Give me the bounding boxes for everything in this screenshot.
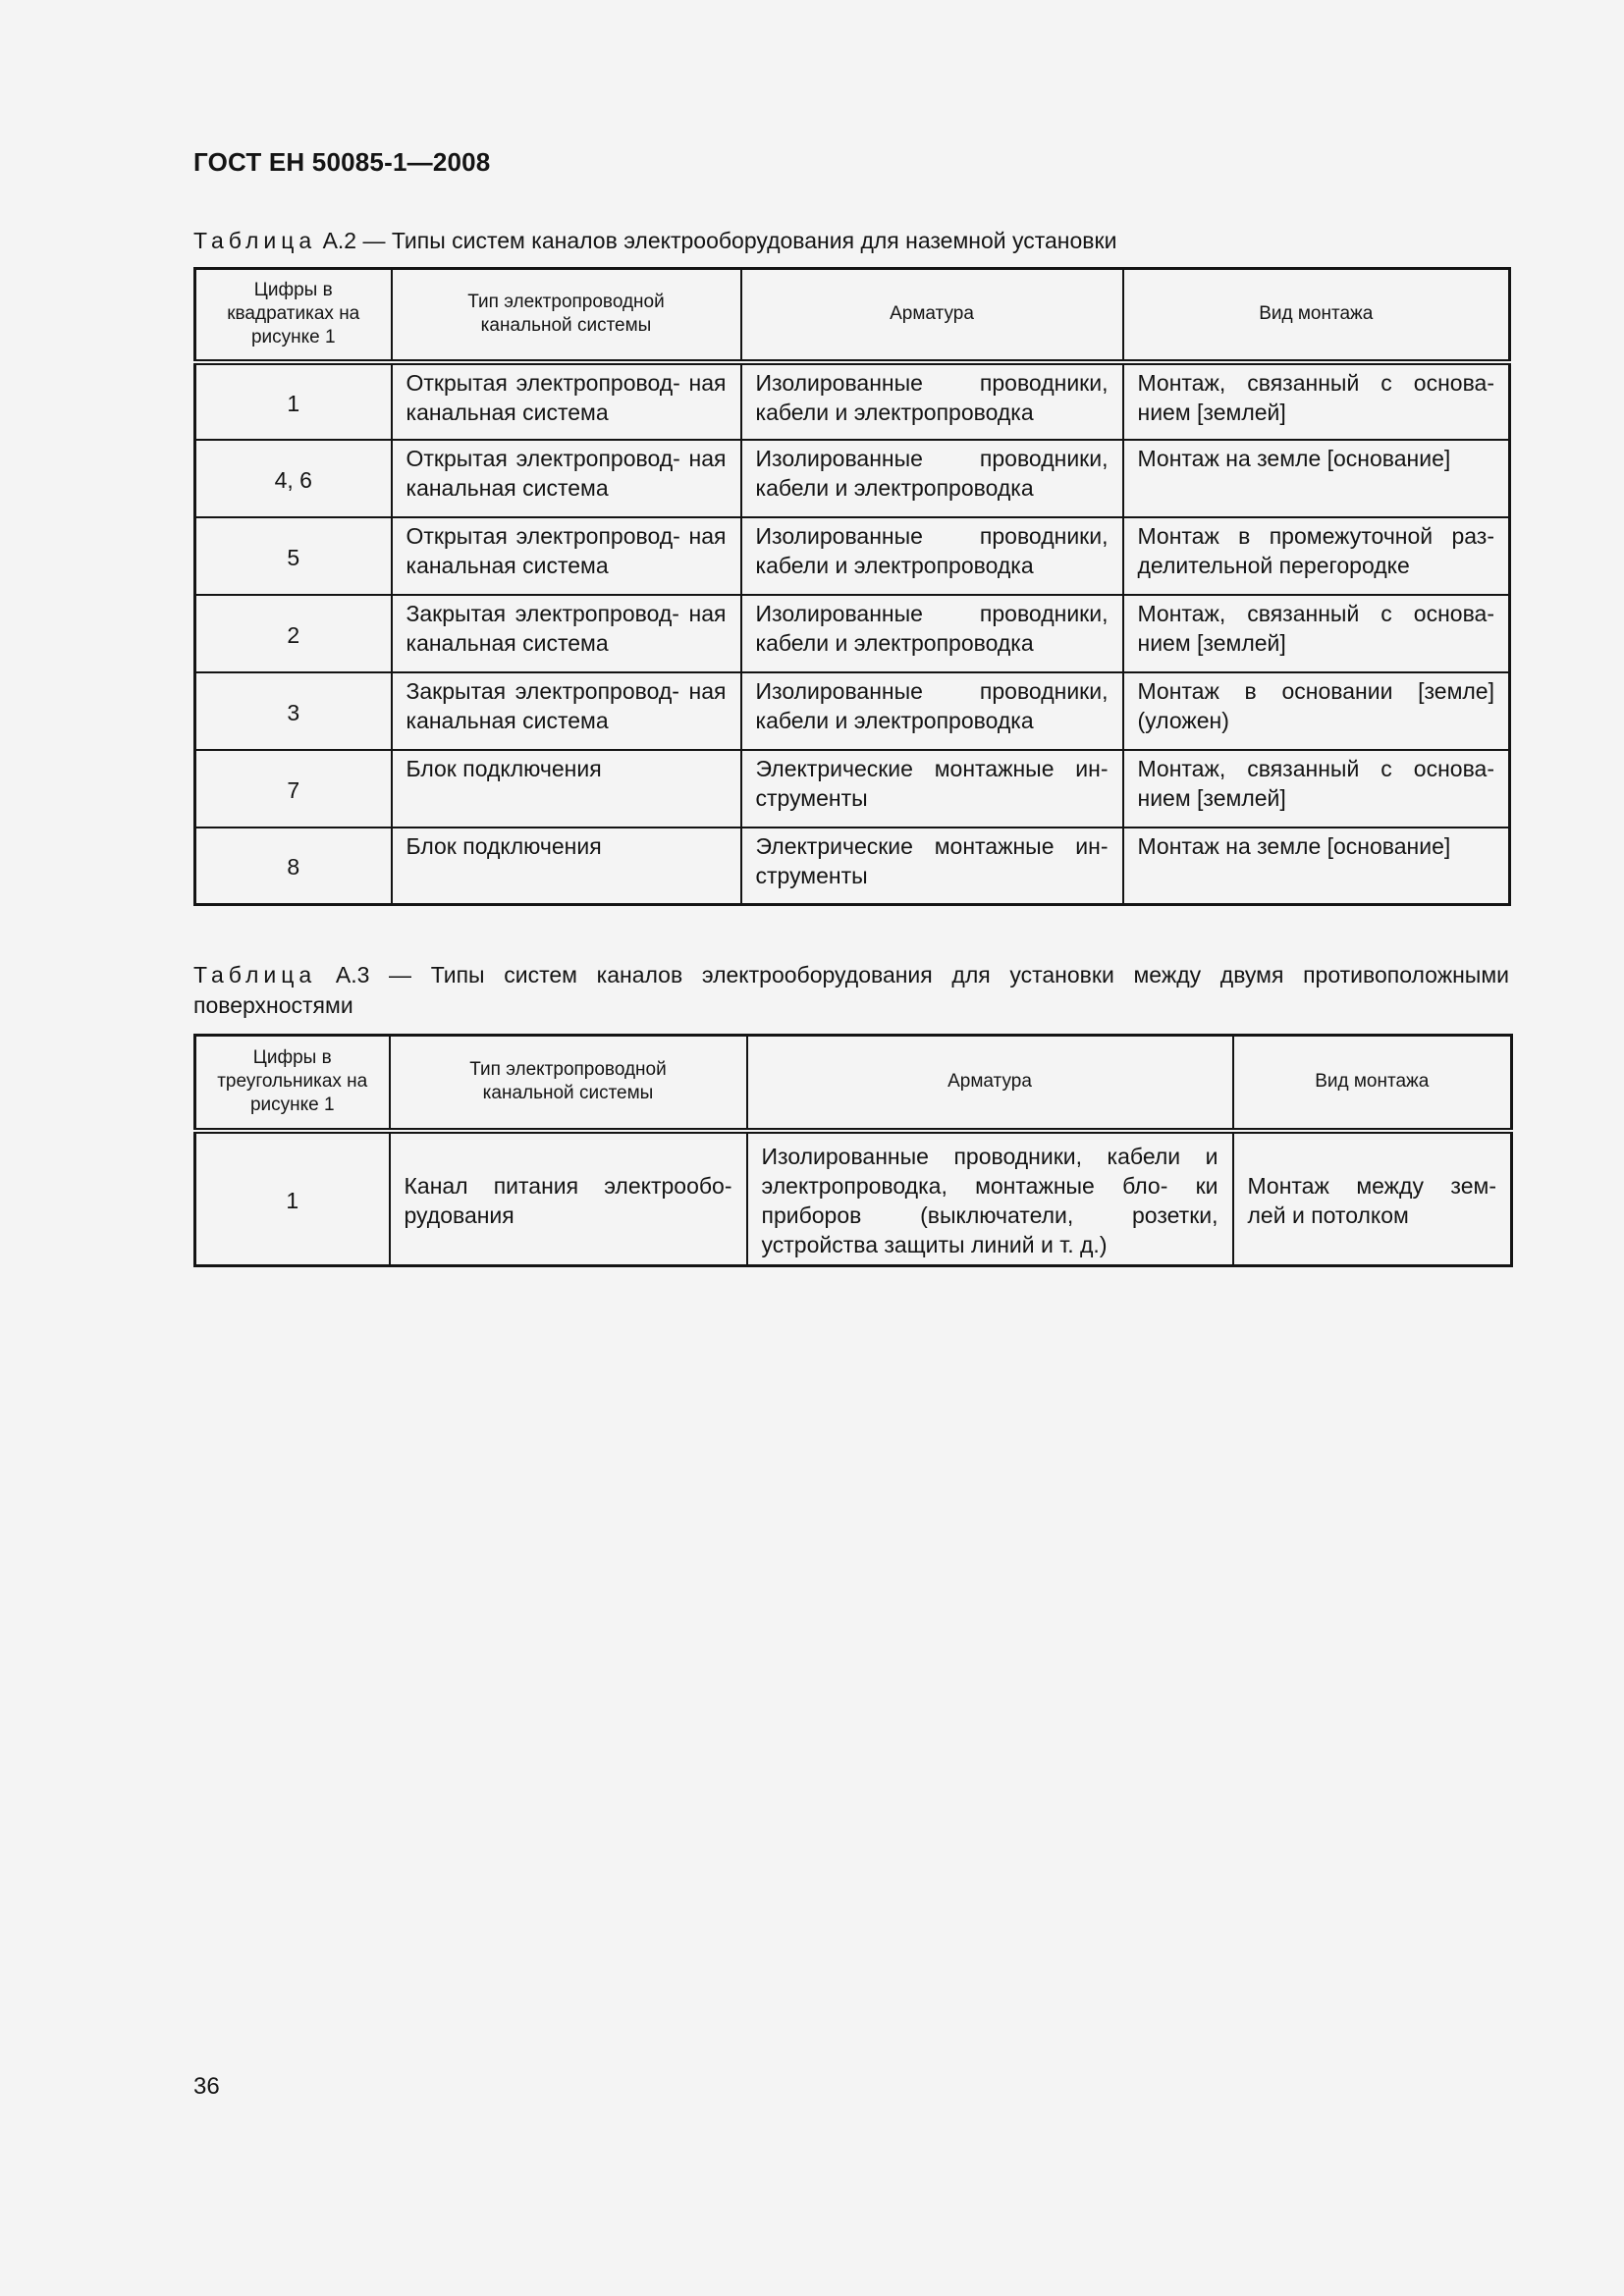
mounting-type-cell: Монтаж в основании [земле] (уложен) <box>1123 672 1510 750</box>
fitting-cell: Изолированные проводники, кабели и электропроводка <box>741 362 1123 440</box>
column-header-number: Цифры в квадратиках на рисунке 1 <box>195 269 392 362</box>
row-number-cell: 5 <box>195 517 392 595</box>
fitting-cell: Изолированные проводники, кабели и электропроводка <box>741 517 1123 595</box>
table-a2 <box>193 267 1511 906</box>
caption-text: А.3 — Типы систем каналов электрооборудования для установки между двумя противоположными поверхностями <box>193 962 1509 1018</box>
row-number-cell: 4, 6 <box>195 440 392 517</box>
fitting-cell: Изолированные проводники, кабели и электропроводка <box>741 440 1123 517</box>
system-type-cell: Блок подключения <box>392 828 741 905</box>
fitting-cell: Изолированные проводники, кабели и электропроводка <box>741 595 1123 672</box>
row-number-cell: 7 <box>195 750 392 828</box>
fitting-cell: Электрические монтажные ин- струменты <box>741 750 1123 828</box>
table-a3-caption <box>193 960 1509 1021</box>
column-header-type: Тип электропроводной канальной системы <box>392 269 741 362</box>
table-row <box>195 828 1510 905</box>
page-number: 36 <box>193 2073 220 2100</box>
table-row <box>195 672 1510 750</box>
table-row <box>195 517 1510 595</box>
caption-prefix: Таблица <box>193 962 317 988</box>
table-a2-caption <box>193 226 1509 256</box>
caption-prefix: Таблица <box>193 228 317 253</box>
table-row <box>195 595 1510 672</box>
mounting-type-cell: Монтаж, связанный с основа- нием [землей] <box>1123 750 1510 828</box>
system-type-cell: Канал питания электрообо- рудования <box>390 1131 747 1266</box>
row-number-cell: 8 <box>195 828 392 905</box>
fitting-cell: Электрические монтажные ин- струменты <box>741 828 1123 905</box>
system-type-cell: Блок подключения <box>392 750 741 828</box>
system-type-cell: Закрытая электропровод- ная канальная система <box>392 672 741 750</box>
row-number-cell: 1 <box>195 1131 390 1266</box>
column-header-mounting: Вид монтажа <box>1233 1036 1512 1131</box>
column-header-number: Цифры в треугольниках на рисунке 1 <box>195 1036 390 1131</box>
mounting-type-cell: Монтаж в промежуточной раз- делительной перегородке <box>1123 517 1510 595</box>
table-row <box>195 750 1510 828</box>
table-row <box>195 362 1510 440</box>
row-number-cell: 3 <box>195 672 392 750</box>
system-type-cell: Закрытая электропровод- ная канальная система <box>392 595 741 672</box>
mounting-type-cell: Монтаж, связанный с основа- нием [землей] <box>1123 362 1510 440</box>
system-type-cell: Открытая электропровод- ная канальная система <box>392 517 741 595</box>
document-code: ГОСТ ЕН 50085-1—2008 <box>193 147 491 177</box>
row-number-cell: 1 <box>195 362 392 440</box>
column-header-type: Тип электропроводной канальной системы <box>390 1036 747 1131</box>
system-type-cell: Открытая электропровод- ная канальная система <box>392 440 741 517</box>
fitting-cell: Изолированные проводники, кабели и электропроводка, монтажные бло- ки приборов (выключатели, розетки, устройства защиты линий и т. д.) <box>747 1131 1233 1266</box>
column-header-fitting: Арматура <box>747 1036 1233 1131</box>
table-a3 <box>193 1034 1513 1267</box>
table-row <box>195 1131 1512 1266</box>
system-type-cell: Открытая электропровод- ная канальная система <box>392 362 741 440</box>
column-header-mounting: Вид монтажа <box>1123 269 1510 362</box>
mounting-type-cell: Монтаж на земле [основание] <box>1123 440 1510 517</box>
table-row <box>195 440 1510 517</box>
table-header-row <box>195 269 1510 362</box>
caption-text: А.2 — Типы систем каналов электрооборудования для наземной установки <box>316 228 1117 253</box>
table-header-row <box>195 1036 1512 1131</box>
row-number-cell: 2 <box>195 595 392 672</box>
mounting-type-cell: Монтаж на земле [основание] <box>1123 828 1510 905</box>
column-header-fitting: Арматура <box>741 269 1123 362</box>
mounting-type-cell: Монтаж, связанный с основа- нием [землей] <box>1123 595 1510 672</box>
mounting-type-cell: Монтаж между зем- лей и потолком <box>1233 1131 1512 1266</box>
fitting-cell: Изолированные проводники, кабели и электропроводка <box>741 672 1123 750</box>
